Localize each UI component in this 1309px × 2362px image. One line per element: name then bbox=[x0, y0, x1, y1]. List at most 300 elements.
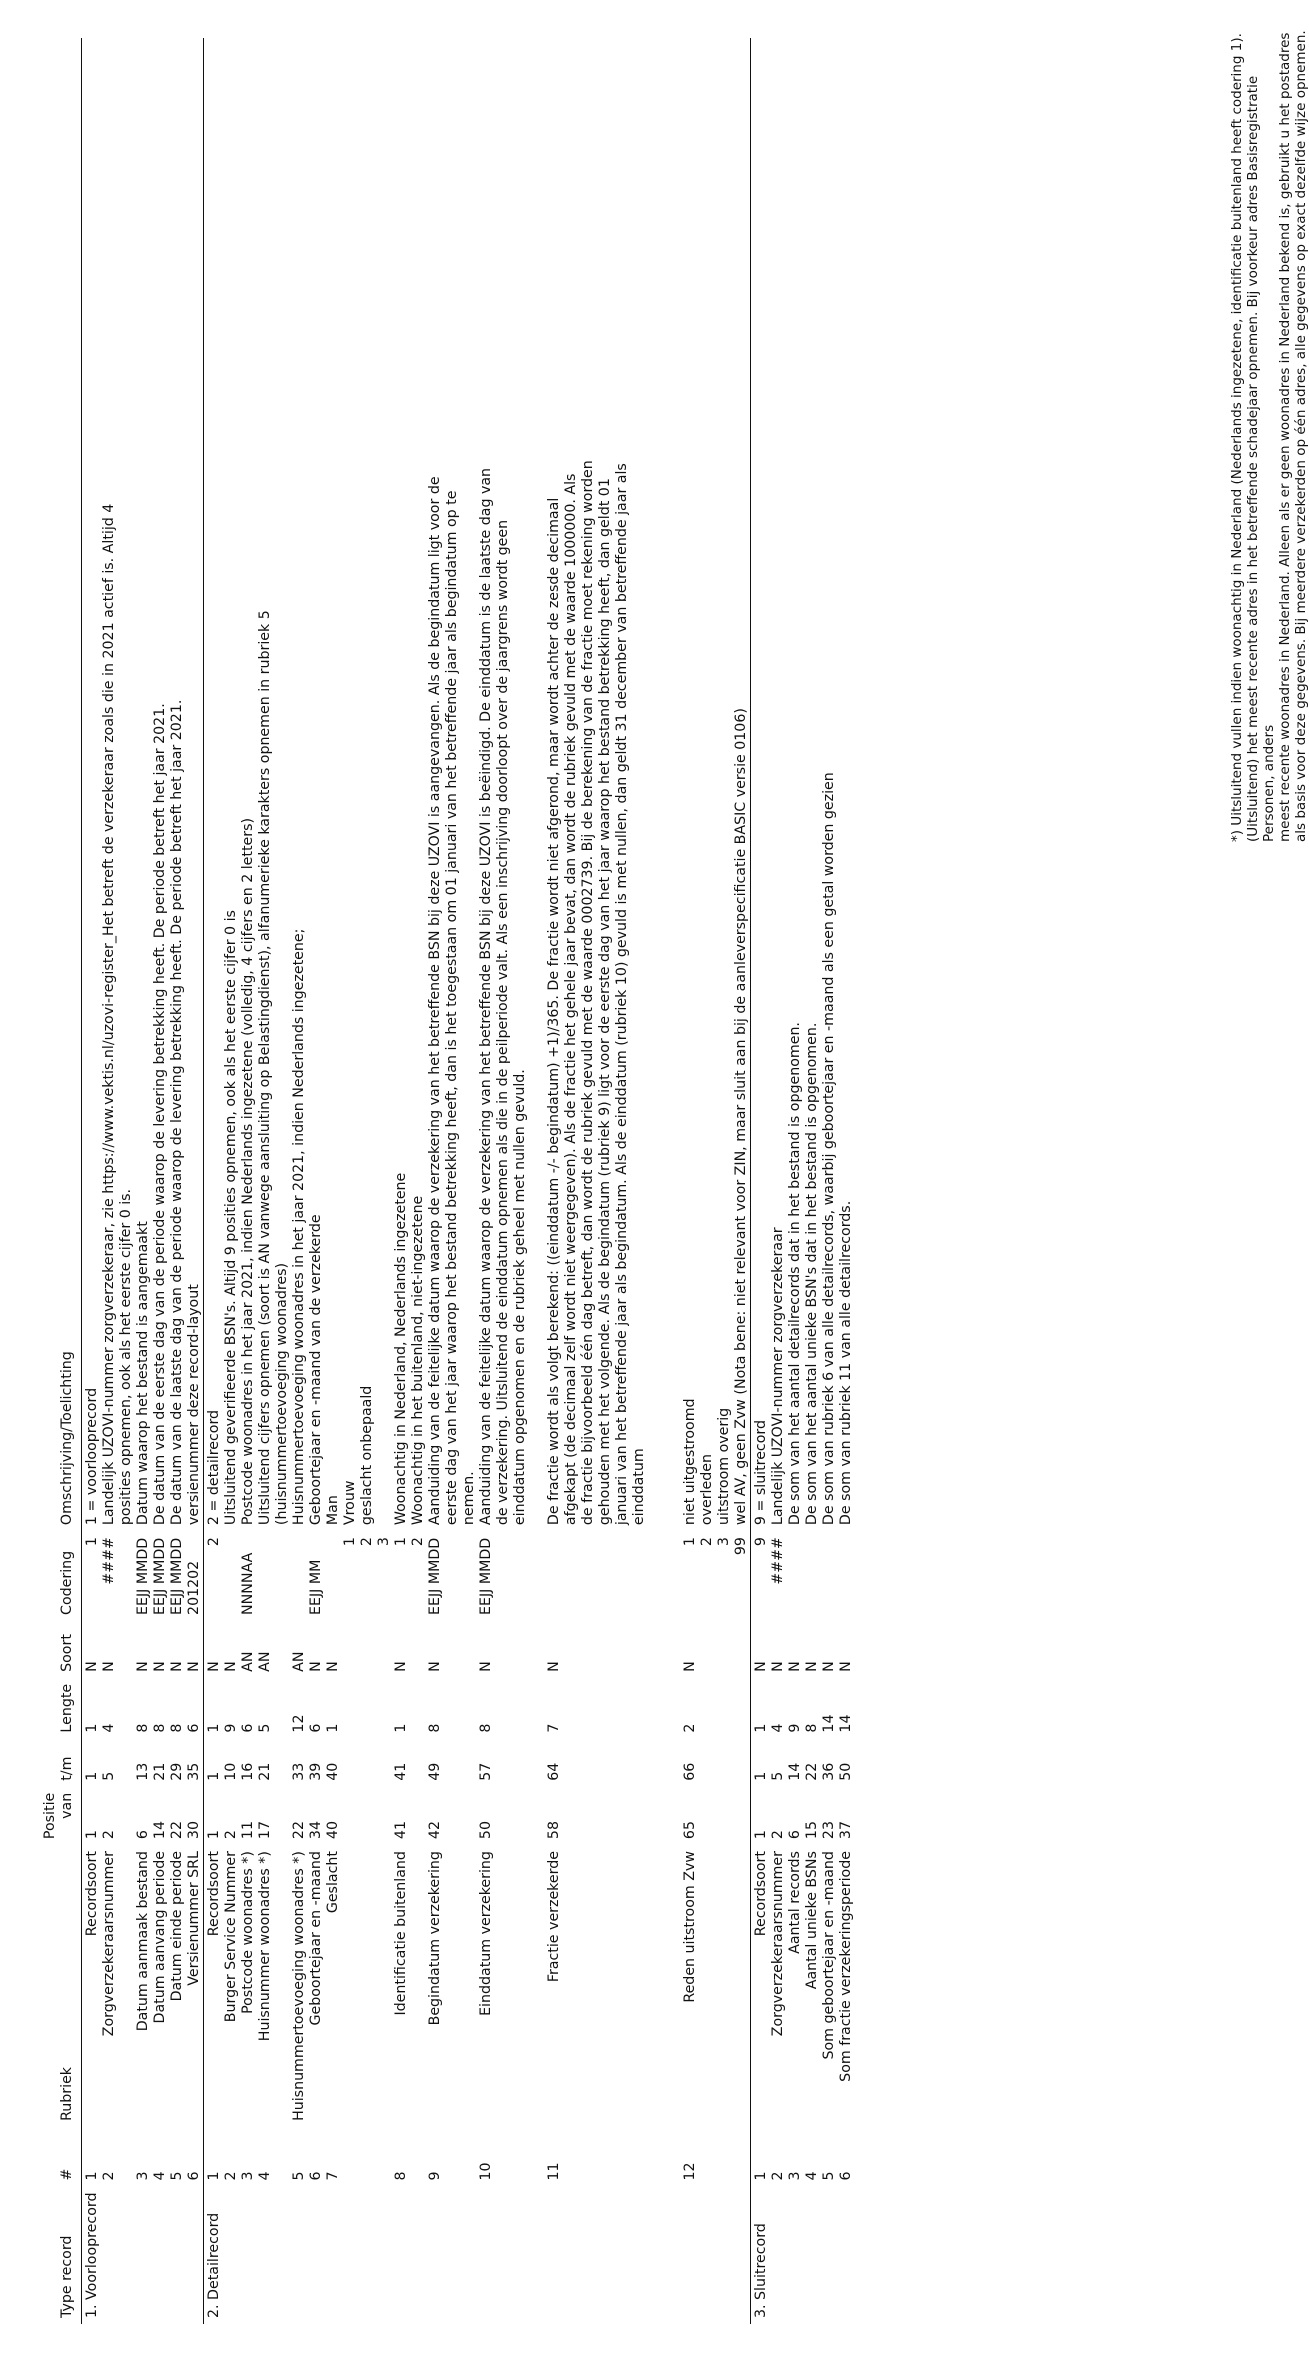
lengte: 8 bbox=[478, 1723, 494, 1733]
record-type-cell bbox=[682, 2187, 751, 2324]
codering bbox=[223, 1531, 240, 1621]
lengte: 9 bbox=[223, 1723, 239, 1733]
record-type-cell bbox=[804, 2187, 821, 2324]
lengte: 5 bbox=[257, 1723, 273, 1733]
header-type-record: Type record bbox=[38, 2187, 82, 2324]
header-positie bbox=[38, 1787, 82, 1845]
omschrijving bbox=[82, 38, 102, 1531]
omschrijving-line: Huisnummertoevoeging woonadres in het jaar 2021, indien Nederlands ingezetene; bbox=[291, 928, 307, 1526]
codering-value bbox=[291, 1537, 308, 1615]
record-type-cell bbox=[101, 2187, 135, 2324]
rubriek-name: Zorgverzekeraarsnummer bbox=[770, 1851, 786, 2037]
omschrijving-line: De som van het aantal unieke BSN's dat in het bestand is opgenomen. bbox=[804, 1022, 820, 1526]
positie-van: 30 bbox=[186, 1821, 202, 1840]
codering-value bbox=[580, 1537, 597, 1615]
rubriek-name: Begindatum verzekering bbox=[427, 1851, 443, 2026]
rubriek-name: Aantal records bbox=[787, 1851, 803, 1954]
codering bbox=[240, 1531, 257, 1621]
record-type-cell bbox=[169, 2187, 186, 2324]
rubriek-name: Geboortejaar en -maand bbox=[308, 1851, 324, 2026]
codering-value: 2 bbox=[410, 1537, 426, 1547]
lengte: 8 bbox=[152, 1723, 168, 1733]
positie-van: 1 bbox=[751, 1787, 771, 1845]
table-row bbox=[787, 38, 804, 2324]
codering-value: NNNNAA bbox=[240, 1552, 256, 1615]
codering bbox=[291, 1531, 308, 1621]
omschrijving-line: gehouden met het volgende. Als de begindatum (rubriek 9) ligt voor de eerste dag van het jaar waarop het bestand betrekking heeft, dan geldt 01 bbox=[597, 478, 613, 1526]
positie-tm: 29 bbox=[169, 1762, 185, 1781]
footnote bbox=[1229, 22, 1309, 842]
codering-value: 2 bbox=[699, 1537, 715, 1547]
positie-tm: 5 bbox=[101, 1771, 117, 1781]
omschrijving-line: Vrouw bbox=[342, 1480, 358, 1526]
codering-value bbox=[631, 1537, 648, 1615]
rubriek-name: Huisnummertoevoeging woonadres *) bbox=[291, 1851, 307, 2121]
positie-tm: 35 bbox=[186, 1762, 202, 1781]
lengte: 6 bbox=[308, 1723, 324, 1733]
positie-van: 1 bbox=[204, 1787, 224, 1845]
table-row bbox=[186, 38, 204, 2324]
omschrijving-line: 2 = detailrecord bbox=[206, 1409, 222, 1526]
record-type-cell bbox=[325, 2187, 393, 2324]
omschrijving bbox=[135, 38, 152, 1531]
positie-tm: 49 bbox=[427, 1762, 443, 1781]
omschrijving-line: Uitsluitend cijfers opnemen (soort is AN vanwege aansluiting op Belastingdienst), alfanumerieke karakters opnemen in rubriek 5 bbox=[257, 610, 273, 1526]
omschrijving-line: De som van rubriek 6 van alle detailrecords, waarbij geboortejaar en -maand als een getal worden gezien bbox=[821, 772, 837, 1526]
table-row bbox=[169, 38, 186, 2324]
omschrijving-line: Geboortejaar en -maand van de verzekerde bbox=[308, 1214, 324, 1526]
codering-value: 99 bbox=[733, 1537, 749, 1556]
header-row bbox=[38, 38, 82, 2324]
soort: N bbox=[186, 1661, 202, 1672]
row-number: 6 bbox=[186, 2171, 202, 2181]
omschrijving bbox=[682, 38, 751, 1531]
omschrijving bbox=[291, 38, 308, 1531]
omschrijving-line: (huisnummertoevoeging woonadres) bbox=[274, 1262, 290, 1526]
codering bbox=[751, 1531, 771, 1621]
codering-value: 9 bbox=[753, 1537, 769, 1547]
table-body bbox=[82, 38, 856, 2324]
positie-van: 22 bbox=[169, 1821, 185, 1840]
positie-tm: 1 bbox=[82, 1739, 102, 1787]
rubriek-name: Recordsoort bbox=[82, 1845, 102, 2127]
codering-value bbox=[597, 1537, 614, 1615]
codering bbox=[787, 1531, 804, 1621]
table-row bbox=[682, 38, 751, 2324]
rubriek-name: Burger Service Nummer bbox=[223, 1851, 239, 2023]
codering bbox=[169, 1531, 186, 1621]
header-lengte: Lengte bbox=[38, 1678, 82, 1739]
omschrijving bbox=[257, 38, 291, 1531]
rubriek-name: Recordsoort bbox=[204, 1845, 224, 2127]
codering-value bbox=[821, 1537, 838, 1615]
omschrijving-line: Datum waarop het bestand is aangemaakt bbox=[135, 1221, 151, 1526]
codering-value bbox=[223, 1537, 240, 1615]
codering-value bbox=[563, 1537, 580, 1615]
positie-tm: 39 bbox=[308, 1762, 324, 1781]
table-row bbox=[135, 38, 152, 2324]
row-number: 1 bbox=[82, 2127, 102, 2187]
lengte: 9 bbox=[787, 1723, 803, 1733]
row-number: 1 bbox=[204, 2127, 224, 2187]
soort: N bbox=[135, 1661, 151, 1672]
omschrijving bbox=[751, 38, 771, 1531]
lengte: 6 bbox=[240, 1723, 256, 1733]
soort: N bbox=[787, 1661, 803, 1672]
lengte: 8 bbox=[169, 1723, 185, 1733]
table-row bbox=[257, 38, 291, 2324]
codering-value bbox=[529, 1537, 546, 1615]
row-number: 2 bbox=[101, 2171, 117, 2181]
record-type-cell bbox=[838, 2187, 855, 2324]
codering-value bbox=[325, 1537, 342, 1615]
rubriek-name: Identificatie buitenland bbox=[393, 1851, 409, 2016]
positie-van: 2 bbox=[223, 1830, 239, 1840]
row-number: 2 bbox=[223, 2171, 239, 2181]
codering-value bbox=[838, 1537, 855, 1615]
rubriek-name: Datum aanvang periode bbox=[152, 1851, 168, 2024]
omschrijving-line: posities opnemen, ook als het eerste cijfer 0 is. bbox=[118, 1188, 134, 1526]
lengte: 1 bbox=[393, 1723, 409, 1733]
soort: N bbox=[325, 1661, 341, 1672]
table-row bbox=[152, 38, 169, 2324]
record-type-cell bbox=[770, 2187, 787, 2324]
table-row bbox=[804, 38, 821, 2324]
codering bbox=[204, 1531, 224, 1621]
omschrijving-line bbox=[376, 44, 393, 1525]
row-number: 11 bbox=[546, 2162, 562, 2181]
header-positie-label: Positie bbox=[42, 1792, 58, 1840]
soort: N bbox=[101, 1661, 117, 1672]
header-omschrijving: Omschrijving/Toelichting bbox=[38, 38, 82, 1531]
positie-van: 34 bbox=[308, 1821, 324, 1840]
omschrijving-line: overleden bbox=[699, 1454, 715, 1526]
omschrijving-line: januari van het betreffende jaar als begindatum. Als de einddatum (rubriek 10) gevuld is met nullen, dan geldt 31 december van betreffende jaar als bbox=[614, 463, 630, 1526]
positie-van: 40 bbox=[325, 1821, 341, 1840]
lengte: 14 bbox=[838, 1714, 854, 1733]
header-rubriek: Rubriek bbox=[38, 1845, 82, 2127]
positie-tm: 64 bbox=[546, 1762, 562, 1781]
codering-value bbox=[495, 1537, 512, 1615]
omschrijving-line: nemen. bbox=[461, 1471, 477, 1526]
soort: N bbox=[223, 1661, 239, 1672]
rubriek-name: Datum einde periode bbox=[169, 1851, 185, 2002]
table-row bbox=[770, 38, 787, 2324]
omschrijving-line: 1 = voorlooprecord bbox=[84, 1387, 100, 1526]
rubriek-name: Reden uitstroom Zvw bbox=[682, 1851, 698, 2003]
omschrijving-line: Woonachtig in Nederland, Nederlands ingezetene bbox=[393, 1172, 409, 1526]
soort: N bbox=[804, 1661, 820, 1672]
codering bbox=[152, 1531, 169, 1621]
omschrijving-line: Aanduiding van de feitelijke datum waarop de verzekering van het betreffende BSN bij deze UZOVI is beëindigd. De einddatum is de laatste dag van bbox=[478, 467, 494, 1526]
row-number: 7 bbox=[325, 2171, 341, 2181]
record-type-cell bbox=[291, 2187, 308, 2324]
soort: AN bbox=[240, 1651, 256, 1672]
positie-van: 1 bbox=[82, 1787, 102, 1845]
table-row bbox=[393, 38, 427, 2324]
omschrijving-line: Landelijk UZOVI-nummer zorgverzekeraar bbox=[770, 1227, 786, 1526]
codering-value: 3 bbox=[716, 1537, 732, 1547]
codering-value: #### bbox=[770, 1537, 786, 1585]
lengte: 1 bbox=[751, 1678, 771, 1739]
codering-value bbox=[804, 1537, 821, 1615]
omschrijving-line bbox=[648, 44, 665, 1525]
rubriek-name: Fractie verzekerde bbox=[546, 1851, 562, 1983]
table-row bbox=[223, 38, 240, 2324]
soort: N bbox=[838, 1661, 854, 1672]
omschrijving bbox=[804, 38, 821, 1531]
codering-value bbox=[461, 1537, 478, 1615]
record-type-cell bbox=[135, 2187, 152, 2324]
record-type-cell bbox=[393, 2187, 427, 2324]
header-soort: Soort bbox=[38, 1621, 82, 1678]
lengte: 2 bbox=[682, 1723, 698, 1733]
positie-tm: 50 bbox=[838, 1762, 854, 1781]
codering-value: 2 bbox=[359, 1537, 375, 1547]
omschrijving-line: De som van rubriek 11 van alle detailrecords. bbox=[838, 1200, 854, 1526]
header-tm: t/m bbox=[38, 1739, 82, 1787]
positie-tm: 36 bbox=[821, 1762, 837, 1781]
codering-value: 1 bbox=[342, 1537, 358, 1547]
row-number: 6 bbox=[838, 2171, 854, 2181]
positie-van: 6 bbox=[787, 1830, 803, 1840]
codering bbox=[546, 1531, 682, 1621]
positie-tm: 13 bbox=[135, 1762, 151, 1781]
codering-value bbox=[512, 1537, 529, 1615]
soort: N bbox=[682, 1661, 698, 1672]
omschrijving-line: eerste dag van het jaar waarop het bestand betrekking heeft, dan is het toegestaan om 01 januari van het betreffende jaar als begindatum op te bbox=[444, 490, 460, 1526]
codering bbox=[427, 1531, 478, 1621]
soort: N bbox=[308, 1661, 324, 1672]
codering-value: 3 bbox=[376, 1537, 392, 1547]
omschrijving bbox=[427, 38, 478, 1531]
lengte: 8 bbox=[135, 1723, 151, 1733]
codering bbox=[804, 1531, 821, 1621]
omschrijving-line: einddatum bbox=[631, 1448, 647, 1526]
table-row bbox=[478, 38, 546, 2324]
codering-value: EEJJ MMDD bbox=[152, 1537, 168, 1615]
positie-tm: 1 bbox=[751, 1739, 771, 1787]
codering-value: 1 bbox=[682, 1537, 698, 1547]
row-number: 4 bbox=[152, 2171, 168, 2181]
codering bbox=[325, 1531, 393, 1621]
codering bbox=[82, 1531, 102, 1621]
omschrijving bbox=[152, 38, 169, 1531]
soort: N bbox=[204, 1621, 224, 1678]
codering-value: 1 bbox=[84, 1537, 100, 1547]
soort: N bbox=[770, 1661, 786, 1672]
positie-van: 11 bbox=[240, 1821, 256, 1840]
omschrijving bbox=[787, 38, 804, 1531]
table-row bbox=[291, 38, 308, 2324]
row-number: 8 bbox=[393, 2171, 409, 2181]
codering bbox=[308, 1531, 325, 1621]
rubriek-name: Zorgverzekeraarsnummer bbox=[101, 1851, 117, 2037]
codering bbox=[393, 1531, 427, 1621]
omschrijving bbox=[393, 38, 427, 1531]
codering-value bbox=[648, 1537, 665, 1615]
rubriek-name: Recordsoort bbox=[751, 1845, 771, 2127]
row-number: 3 bbox=[240, 2171, 256, 2181]
footnote-line: meest recente woonadres in Nederland. Alleen als er geen woonadres in Nederland bekend is, gebruikt u het postadres als basis voor deze gegevens. Bij meerdere verzekerden op één adres, alle gegevens op exact dezelfde wijze opnemen. bbox=[1277, 30, 1309, 842]
soort: N bbox=[169, 1661, 185, 1672]
omschrijving-line: wel AV, geen Zvw (Nota bene: niet relevant voor ZIN, maar sluit aan bij de aanleverspecificatie BASIC versie 0106) bbox=[733, 708, 749, 1526]
positie-van: 37 bbox=[838, 1821, 854, 1840]
positie-van: 23 bbox=[821, 1821, 837, 1840]
omschrijving bbox=[308, 38, 325, 1531]
codering-value bbox=[274, 1537, 291, 1615]
omschrijving bbox=[204, 38, 224, 1531]
positie-tm: 14 bbox=[787, 1762, 803, 1781]
soort: N bbox=[478, 1661, 494, 1672]
rubriek-name: Einddatum verzekering bbox=[478, 1851, 494, 2016]
lengte: 7 bbox=[546, 1723, 562, 1733]
positie-van: 42 bbox=[427, 1821, 443, 1840]
omschrijving-line: De fractie wordt als volgt berekend: ((einddatum -/- begindatum) +1)/365. De fractie wordt niet afgerond, maar wordt achter de zesde decimaal bbox=[546, 497, 562, 1526]
omschrijving bbox=[546, 38, 682, 1531]
record-type-cell bbox=[546, 2187, 682, 2324]
row-number: 4 bbox=[804, 2171, 820, 2181]
codering-value bbox=[257, 1537, 274, 1615]
codering bbox=[186, 1531, 204, 1621]
positie-van: 2 bbox=[770, 1830, 786, 1840]
record-type-cell bbox=[257, 2187, 291, 2324]
positie-tm: 40 bbox=[325, 1762, 341, 1781]
codering bbox=[770, 1531, 787, 1621]
codering-value: EEJJ MMDD bbox=[427, 1537, 443, 1615]
soort: N bbox=[152, 1661, 168, 1672]
omschrijving bbox=[478, 38, 546, 1531]
positie-tm: 21 bbox=[257, 1762, 273, 1781]
omschrijving-line: versienummer deze record-layout bbox=[186, 1284, 202, 1526]
lengte: 14 bbox=[821, 1714, 837, 1733]
row-number: 10 bbox=[478, 2162, 494, 2181]
omschrijving-line: Aanduiding van de feitelijke datum waarop de verzekering van het betreffende BSN bij deze UZOVI is aangevangen. Als de begindatum ligt voor de bbox=[427, 476, 443, 1526]
lengte: 8 bbox=[804, 1723, 820, 1733]
lengte: 4 bbox=[101, 1723, 117, 1733]
soort: AN bbox=[257, 1651, 273, 1672]
rubriek-name: Postcode woonadres *) bbox=[240, 1851, 256, 2014]
codering bbox=[821, 1531, 838, 1621]
soort: N bbox=[546, 1661, 562, 1672]
record-type-cell bbox=[240, 2187, 257, 2324]
positie-tm: 21 bbox=[152, 1762, 168, 1781]
soort: N bbox=[427, 1661, 443, 1672]
rubriek-name: Som geboortejaar en -maand bbox=[821, 1851, 837, 2060]
positie-tm: 22 bbox=[804, 1762, 820, 1781]
omschrijving-line: Woonachtig in het buitenland, niet-ingezetene bbox=[410, 1195, 426, 1526]
omschrijving bbox=[186, 38, 204, 1531]
table-row bbox=[101, 38, 135, 2324]
positie-van: 58 bbox=[546, 1821, 562, 1840]
omschrijving-line: einddatum opgenomen en de rubriek geheel met nullen gevuld. bbox=[512, 1069, 528, 1526]
positie-van: 22 bbox=[291, 1821, 307, 1840]
row-number: 2 bbox=[770, 2171, 786, 2181]
omschrijving-line: Man bbox=[325, 1495, 341, 1526]
record-type-cell bbox=[821, 2187, 838, 2324]
table-row bbox=[325, 38, 393, 2324]
omschrijving-line bbox=[529, 44, 546, 1525]
omschrijving-line: uitstroom overig bbox=[716, 1407, 732, 1526]
table-row bbox=[240, 38, 257, 2324]
omschrijving-line: Landelijk UZOVI-nummer zorgverzekeraar, zie https://www.vektis.nl/uzovi-register_Het betreft de verzekeraar zoals die in 2021 actief is. Altijd 4 bbox=[101, 503, 117, 1526]
codering-value: 2 bbox=[206, 1537, 222, 1547]
record-type-cell bbox=[427, 2187, 478, 2324]
omschrijving-line: niet uitgestroomd bbox=[682, 1398, 698, 1526]
record-type-cell bbox=[223, 2187, 240, 2324]
positie-van: 2 bbox=[101, 1830, 117, 1840]
positie-tm: 10 bbox=[223, 1762, 239, 1781]
record-type-cell: 1. Voorlooprecord bbox=[82, 2187, 102, 2324]
codering-value: EEJJ MMDD bbox=[478, 1537, 494, 1615]
codering-value: #### bbox=[101, 1537, 117, 1585]
soort: N bbox=[393, 1661, 409, 1672]
header-van: van bbox=[59, 1792, 75, 1819]
soort: N bbox=[82, 1621, 102, 1678]
positie-tm: 57 bbox=[478, 1762, 494, 1781]
omschrijving-line: Postcode woonadres in het jaar 2021, indien Nederlands ingezetene (volledig, 4 cijfers en 2 letters) bbox=[240, 817, 256, 1526]
omschrijving-line: 9 = sluitrecord bbox=[753, 1419, 769, 1526]
positie-van: 50 bbox=[478, 1821, 494, 1840]
omschrijving-line: Uitsluitend geverifieerde BSN's. Altijd 9 posities opnemen, ook als het eerste cijfer 0 is bbox=[223, 910, 239, 1526]
omschrijving bbox=[240, 38, 257, 1531]
codering-value: EEJJ MMDD bbox=[169, 1537, 185, 1615]
row-number: 9 bbox=[427, 2171, 443, 2181]
header-nr: # bbox=[38, 2127, 82, 2187]
codering bbox=[838, 1531, 855, 1621]
omschrijving-line: De datum van de eerste dag van de periode waarop de levering betrekking heeft. De periode betreft het jaar 2021. bbox=[152, 703, 168, 1526]
omschrijving bbox=[169, 38, 186, 1531]
positie-tm: 66 bbox=[682, 1762, 698, 1781]
row-number: 3 bbox=[135, 2171, 151, 2181]
codering bbox=[682, 1531, 751, 1621]
rubriek-name: Som fractie verzekeringsperiode bbox=[838, 1851, 854, 2082]
table-row bbox=[838, 38, 855, 2324]
row-number: 5 bbox=[291, 2171, 307, 2181]
codering bbox=[135, 1531, 152, 1621]
positie-van: 17 bbox=[257, 1821, 273, 1840]
positie-van: 65 bbox=[682, 1821, 698, 1840]
record-type-cell: 2. Detailrecord bbox=[204, 2187, 224, 2324]
codering-value: EEJJ MMDD bbox=[135, 1537, 151, 1615]
omschrijving-line: De som van het aantal detailrecords dat in het bestand is opgenomen. bbox=[787, 1022, 803, 1526]
soort: N bbox=[751, 1621, 771, 1678]
omschrijving bbox=[101, 38, 135, 1531]
codering-value bbox=[665, 1537, 682, 1615]
table-row bbox=[308, 38, 325, 2324]
record-type-cell bbox=[787, 2187, 804, 2324]
row-number: 1 bbox=[751, 2127, 771, 2187]
lengte: 6 bbox=[186, 1723, 202, 1733]
lengte: 8 bbox=[427, 1723, 443, 1733]
record-type-cell bbox=[478, 2187, 546, 2324]
positie-van: 15 bbox=[804, 1821, 820, 1840]
codering bbox=[478, 1531, 546, 1621]
table-row bbox=[427, 38, 478, 2324]
omschrijving-line: geslacht onbepaald bbox=[359, 1385, 375, 1526]
row-number: 5 bbox=[821, 2171, 837, 2181]
omschrijving bbox=[325, 38, 393, 1531]
positie-tm: 41 bbox=[393, 1762, 409, 1781]
omschrijving bbox=[223, 38, 240, 1531]
codering bbox=[257, 1531, 291, 1621]
omschrijving bbox=[838, 38, 855, 1531]
record-type-cell: 3. Sluitrecord bbox=[751, 2187, 771, 2324]
omschrijving-line: De datum van de laatste dag van de periode waarop de levering betrekking heeft. De periode betreft het jaar 2021. bbox=[169, 699, 185, 1526]
record-type-cell bbox=[186, 2187, 204, 2324]
codering-value bbox=[546, 1537, 563, 1615]
codering-value: 201202 bbox=[186, 1560, 202, 1615]
